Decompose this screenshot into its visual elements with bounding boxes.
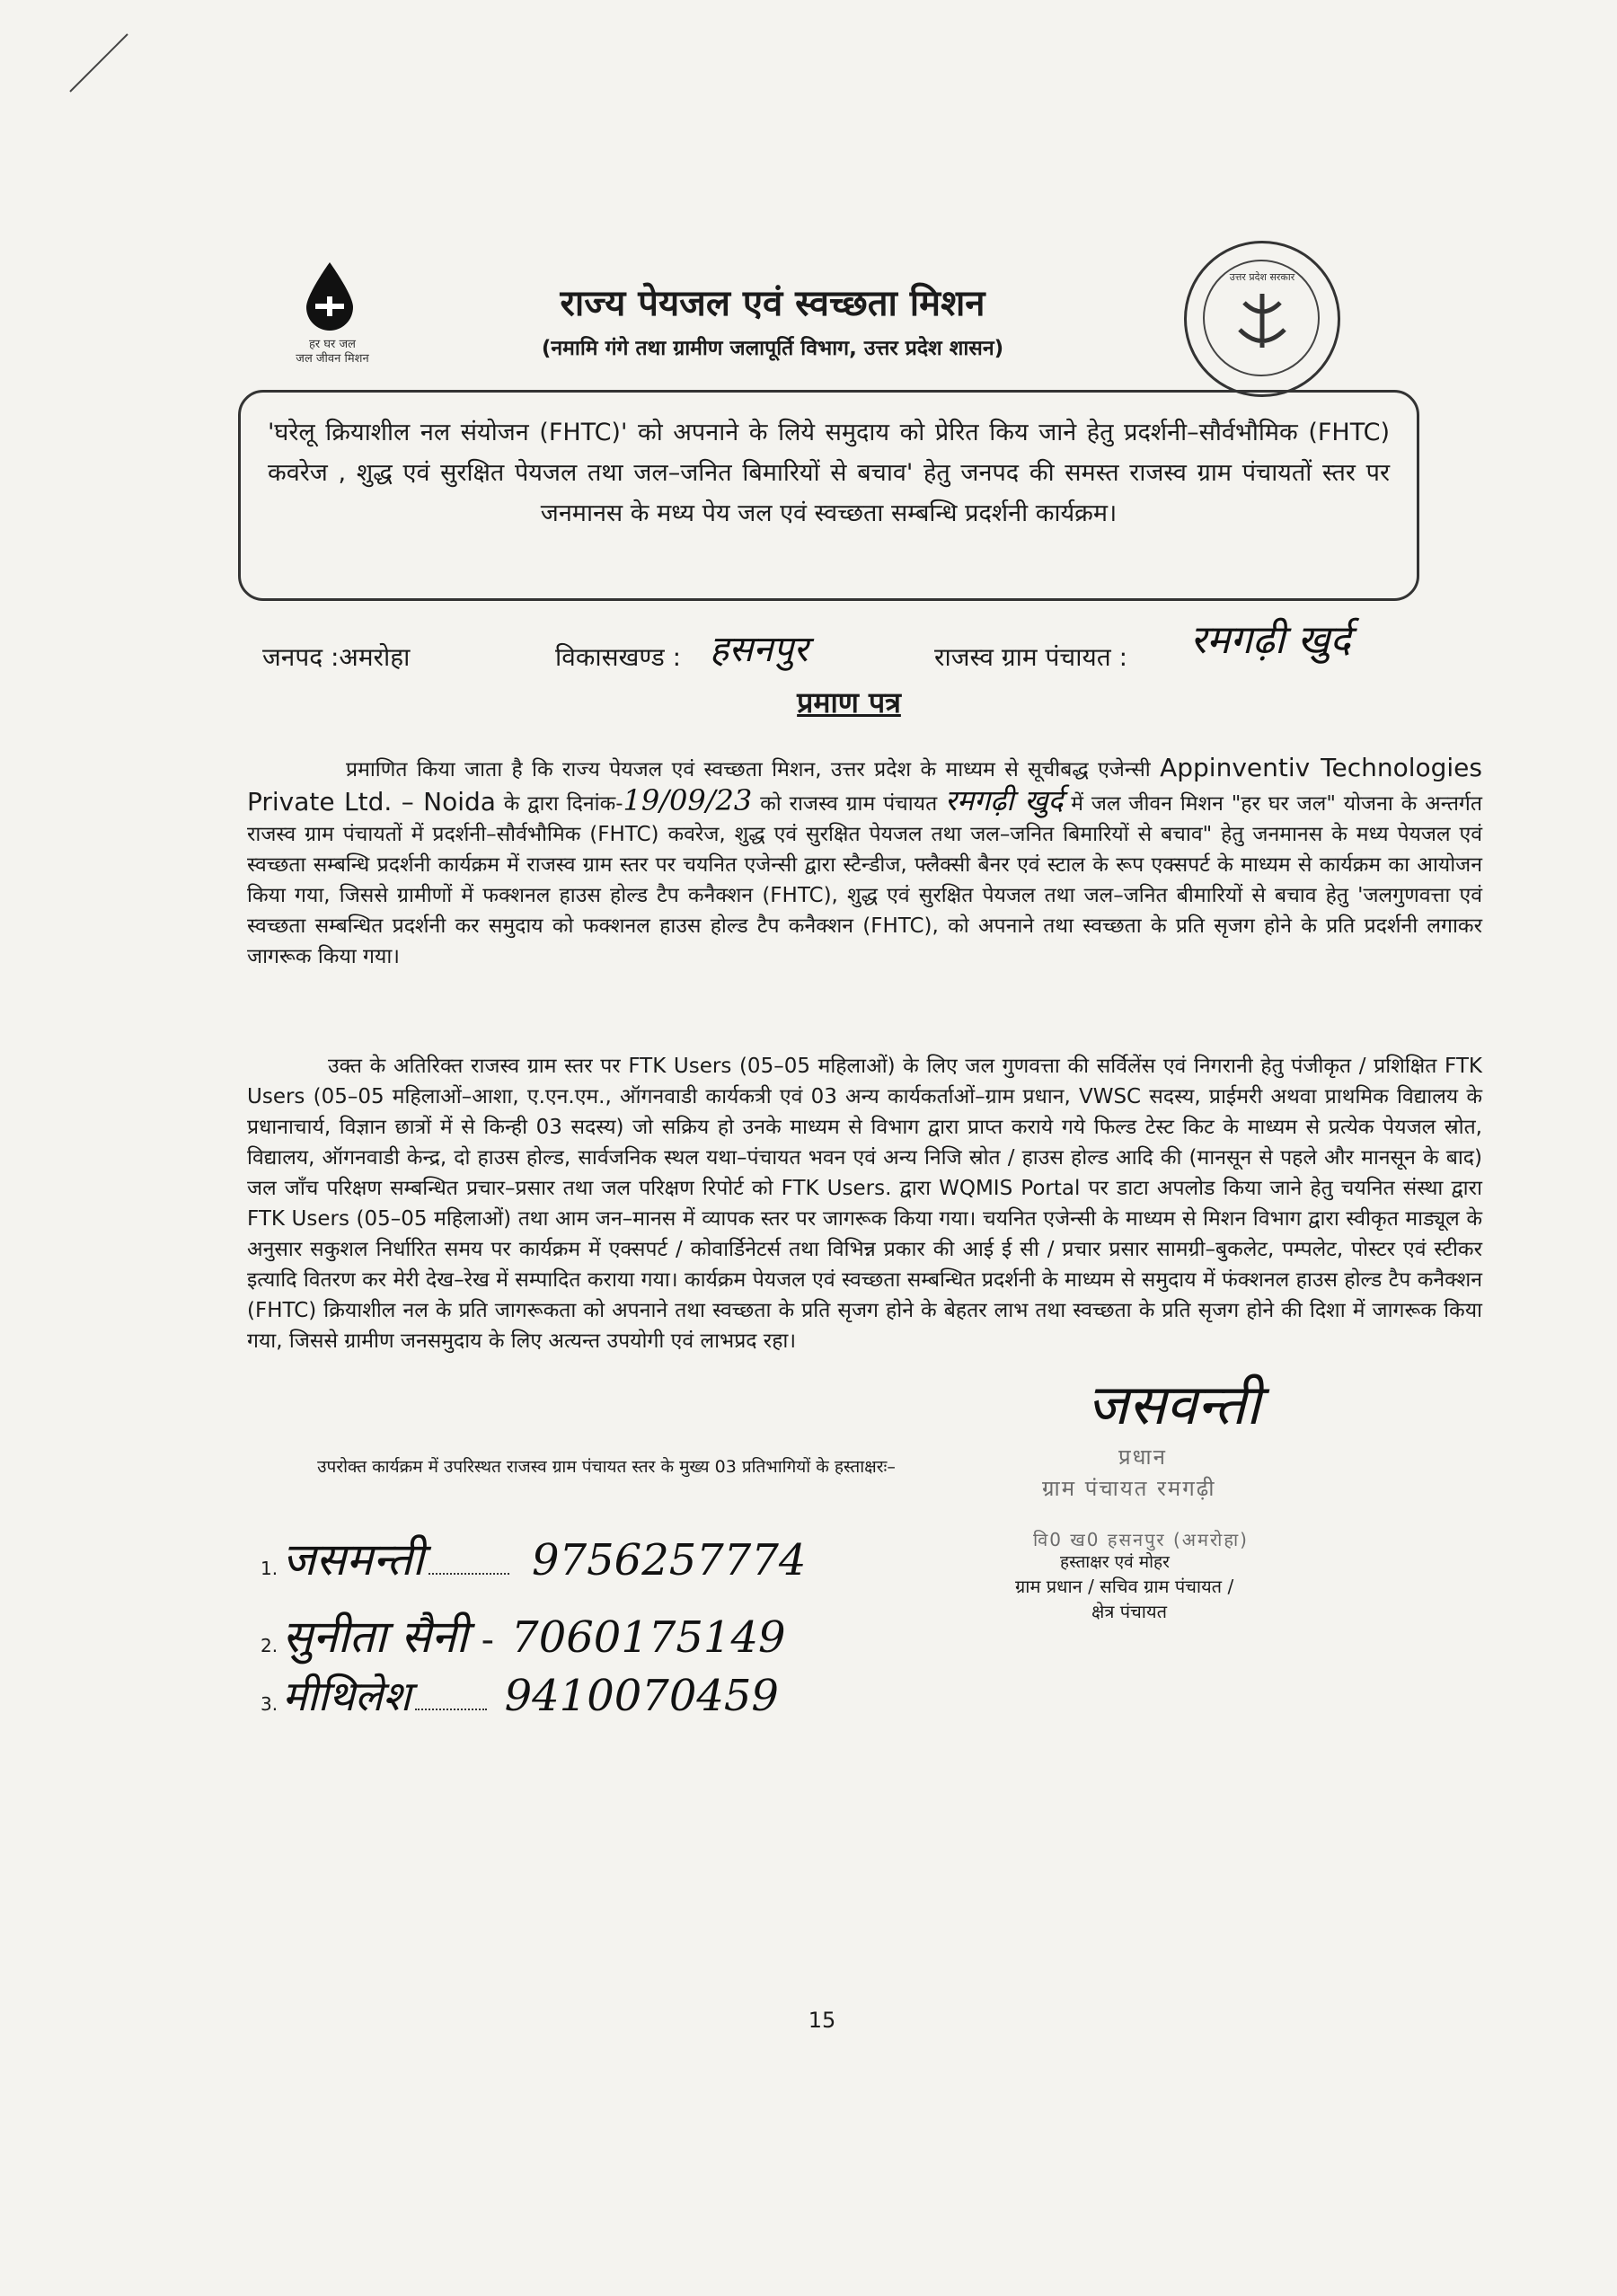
gram-panchayat-value: रमगढ़ी खुर्द — [1190, 617, 1351, 663]
block-label: विकासखण्ड : — [555, 642, 682, 672]
stamp-line-1: प्रधान — [1118, 1444, 1167, 1470]
participant-row: 1. जसमन्ती 9756257774 — [261, 1533, 807, 1585]
participant-phone: 7060175149 — [511, 1612, 786, 1663]
certificate-paragraph-1: प्रमाणित किया जाता है कि राज्य पेयजल एवं स्वच्छता मिशन, उत्तर प्रदेश के माध्यम से सूचीबद्ध एजेन्सी Appinventiv Technologies Private Ltd. – Noida के द्वारा दिनांक-19/09/23 को राजस्व ग्राम पंचायत रमगढ़ी खुर्द में जल जीवन मिशन "हर घर जल" योजना के अन्तर्गत राजस्व ग्राम पंचायतों में प्रदर्शनी–सौर्वभौमिक (FHTC) कवरेज, शुद्ध एवं सुरक्षित पेयजल तथा जल–जनित बिमारियों से बचाव" हेतु जनमानस के मध्य पेयजल एवं स्वच्छता सम्बन्धि प्रदर्शनी कार्यक्रम में राजस्व ग्राम स्तर पर चयनित एजेन्सी द्वारा स्टैन्डीज, फ्लैक्सी बैनर एवं स्टाल के रूप एक्सपर्ट के माध्यम से कार्यक्रम का आयोजन किया गया, जिससे ग्रामीणों में फक्शनल हाउस होल्ड टैप कनैक्शन (FHTC), शुद्ध एवं सुरक्षित पेयजल तथा जल–जनित बीमारियों से बचाव हेतु 'जलगुणवत्ता एवं स्वच्छता सम्बन्धित प्रदर्शनी कर समुदाय को फक्शनल हाउस होल्ड टैप कनैक्शन (FHTC), को अपनाने तथा स्वच्छता के प्रति सृजग होने के प्रति प्रदर्शनी लगाकर जागरूक किया गया। — [247, 753, 1482, 968]
org-name: राज्य पेयजल एवं स्वच्छता मिशन — [560, 283, 985, 324]
certificate-title: प्रमाण पत्र — [797, 685, 901, 720]
gram-panchayat-label: राजस्व ग्राम पंचायत : — [934, 642, 1127, 672]
org-subtitle: (नमामि गंगे तथा ग्रामीण जलापूर्ति विभाग, उत्तर प्रदेश शासन) — [541, 337, 1004, 360]
up-government-seal — [1184, 241, 1340, 397]
designation-label-2: क्षेत्र पंचायत — [1091, 1601, 1167, 1622]
seal-text: उत्तर प्रदेश सरकार — [1229, 271, 1295, 283]
participant-row: 3. मीथिलेश 9410070459 — [261, 1671, 779, 1721]
pen-mark — [63, 27, 135, 99]
programme-description-box — [238, 390, 1419, 601]
participant-name: मीथिलेश — [282, 1672, 411, 1720]
signature-label: हस्ताक्षर एवं मोहर — [1060, 1552, 1170, 1572]
page-number: 15 — [808, 2008, 836, 2033]
water-drop-icon — [303, 261, 357, 332]
participant-row: 2. सुनीता सैनी - 7060175149 — [261, 1611, 786, 1663]
pradhan-signature: जसवन्ती — [1087, 1372, 1260, 1437]
district-label: जनपद :अमरोहा — [262, 642, 411, 672]
logo-caption-2: जल जीवन मिशन — [296, 352, 369, 366]
stamp-line-2: ग्राम पंचायत रमगढ़ी — [1042, 1476, 1216, 1501]
event-date: 19/09/23 — [623, 783, 753, 817]
certificate-paragraph-2: उक्त के अतिरिक्त राजस्व ग्राम स्तर पर FTK Users (05–05 महिलाओं) के लिए जल गुणवत्ता की सर्विलेंस एवं निगरानी हेतु पंजीकृत / प्रशिक्षित FTK Users (05–05 महिलाओं–आशा, ए.एन.एम., ऑगनवाडी कार्यकत्री एवं 03 अन्य कार्यकर्ताओं–ग्राम प्रधान, VWSC सदस्य, प्राईमरी अथवा प्राथमिक विद्यालय के प्रधानाचार्य, विज्ञान छात्रों में से किन्ही 03 सदस्य) जो सक्रिय हो उनके माध्यम से विभाग द्वारा प्राप्त कराये गये फिल्ड टेस्ट किट के माध्यम से प्रत्येक पेयजल स्रोत, विद्यालय, ऑगनवाडी केन्द्र, दो हाउस होल्ड, सार्वजनिक स्थल यथा–पंचायत भवन एवं अन्य निजि स्रोत / हाउस होल्ड आदि की (मानसून से पहले और मानसून के बाद) जल जाँच परिक्षण सम्बन्धित प्रचार–प्रसार तथा जल परिक्षण रिपोर्ट को FTK Users. द्वारा WQMIS Portal पर डाटा अपलोड किया जाने हेतु चयनित संस्था द्वारा FTK Users (05–05 महिलाओं) तथा आम जन–मानस में व्यापक स्तर पर जागरूक किया गया। चयनित एजेन्सी के माध्यम से मिशन विभाग द्वारा स्वीकृत माड्यूल के अनुसार सकुशल निर्धारित समय पर कार्यक्रम में एक्सपर्ट / कोवार्डिनेटर्स तथा विभिन्न प्रकार की आई ई सी / प्रचार प्रसार सामग्री–बुकलेट, पम्पलेट, पोस्टर एवं स्टीकर इत्यादि वितरण कर मेरी देख–रेख में सम्पादित कराया गया। कार्यक्रम पेयजल एवं स्वच्छता सम्बन्धित प्रदर्शनी के माध्यम से समुदाय में फंक्शनल हाउस होल्ड टैप कनैक्शन (FHTC) क्रियाशील नल के प्रति जागरूकता को अपनाने तथा स्वच्छता के प्रति सृजग होने के बेहतर लाभ तथा स्वच्छता के प्रति सृजग होने की दिशा में जागरूक किया गया, जिससे ग्रामीण जनसमुदाय के लिए अत्यन्त उपयोगी एवं लाभप्रद रहा। — [247, 1055, 1482, 1353]
participants-heading: उपरोक्त कार्यक्रम में उपरिस्थत राजस्व ग्राम पंचायत स्तर के मुख्य 03 प्रतिभागियों के हस्ताक्षरः– — [317, 1457, 896, 1477]
gram-panchayat-handwritten: रमगढ़ी खुर्द — [945, 783, 1064, 817]
designation-label: ग्राम प्रधान / सचिव ग्राम पंचायत / — [1015, 1576, 1234, 1597]
programme-text: 'घरेलू क्रियाशील नल संयोजन (FHTC)' को अपनाने के लिये समुदाय को प्रेरित किय जाने हेतु प्रदर्शनी–सौर्वभौमिक (FHTC) कवरेज , शुद्ध एवं सुरक्षित पेयजल तथा जल–जनित बिमारियों से बचाव' हेतु जनपद की समस्त राजस्व ग्राम पंचायतों स्तर पर जनमानस के मध्य पेय जल एवं स्वच्छता सम्बन्धि प्रदर्शनी कार्यक्रम। — [268, 419, 1390, 527]
participant-phone: 9410070459 — [504, 1671, 779, 1721]
participant-phone: 9756257774 — [532, 1535, 807, 1585]
participant-name: जसमन्ती — [282, 1533, 424, 1585]
fish-bow-emblem-icon — [1226, 285, 1298, 357]
agency-name: Appinventiv Technologies Private Ltd. – Noida — [247, 753, 1482, 817]
stamp-line-3: वि0 ख0 हसनपुर (अमरोहा) — [1033, 1529, 1249, 1550]
logo-caption-1: हर घर जल — [309, 338, 356, 351]
block-value: हसनपुर — [710, 629, 808, 670]
jal-jeevan-mission-logo — [283, 261, 391, 395]
participant-name: सुनीता सैनी — [282, 1611, 468, 1663]
